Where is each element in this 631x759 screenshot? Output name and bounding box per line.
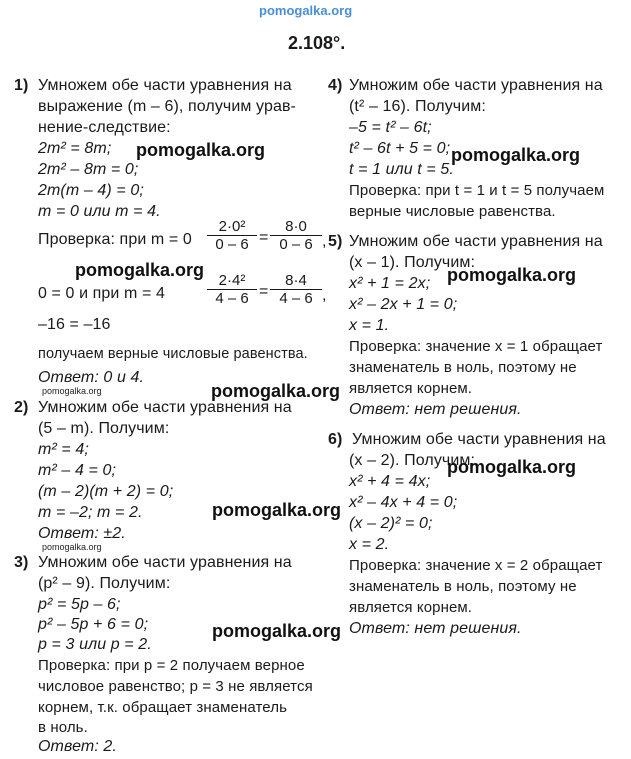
equation-line: x = 2.	[349, 536, 390, 553]
text-line: является корнем.	[349, 599, 473, 616]
text-line: корнем, т.к. обращает знаменатель	[38, 699, 288, 716]
item-number: 2)	[14, 399, 29, 416]
text-line: Умножим обе части уравнения на	[352, 431, 606, 448]
text-line: (x – 2). Получим:	[349, 452, 476, 469]
equation-line: x² + 4 = 4x;	[349, 473, 431, 490]
equation-line: x² – 4x + 4 = 0;	[349, 494, 458, 511]
text-line: является корнем.	[349, 380, 473, 397]
watermark: pomogalka.org	[447, 457, 577, 477]
text-line: Умножим обе части уравнения на	[349, 77, 603, 94]
text-line: (x – 1). Получим:	[349, 254, 476, 271]
answer: Ответ: 0 и 4.	[38, 369, 145, 386]
fraction: $\frac{\text{2·4²}}{4 - 6}$	[207, 272, 257, 307]
text-line: Умножем обе части уравнения на	[38, 77, 292, 94]
answer: Ответ: 2.	[38, 738, 117, 755]
problem-title: 2.108°.	[288, 33, 346, 53]
equation-line: (m – 2)(m + 2) = 0;	[38, 483, 174, 500]
item-number: 1)	[14, 77, 29, 94]
equation-line: –16 = –16	[38, 316, 111, 333]
text-line: Умножим обе части уравнения на	[349, 233, 603, 250]
text-line: (5 – m). Получим:	[38, 420, 170, 437]
watermark-small: pomogalka.org	[42, 542, 102, 552]
equation-line: t² – 6t + 5 = 0;	[349, 140, 451, 157]
equation-line: x² – 2x + 1 = 0;	[349, 296, 458, 313]
text-line: в ноль.	[38, 719, 88, 736]
answer: Ответ: нет решения.	[349, 620, 522, 637]
equation-line: p² = 5p – 6;	[38, 596, 121, 613]
watermark-top: pomogalka.org	[259, 3, 353, 18]
text-line: верные числовые равенства.	[349, 203, 556, 220]
equation-line: –5 = t² – 6t;	[349, 119, 432, 136]
item-number: 3)	[14, 554, 29, 571]
watermark: pomogalka.org	[212, 500, 342, 520]
watermark: pomogalka.org	[447, 265, 577, 285]
equation-line: p = 3 или p = 2.	[38, 636, 152, 653]
equation-line: m = 0 или m = 4.	[38, 203, 161, 220]
watermark: pomogalka.org	[75, 260, 205, 280]
watermark: pomogalka.org	[451, 145, 581, 165]
watermark: pomogalka.org	[136, 140, 266, 160]
equation-line: t = 1 или t = 5.	[349, 161, 454, 178]
equation-line: 2m(m – 4) = 0;	[38, 182, 144, 199]
item-number: 6)	[328, 431, 343, 448]
check-text: 0 = 0 и при m = 4	[38, 285, 165, 302]
equation-line: 2m² = 8m;	[38, 140, 112, 157]
text-line: (p² – 9). Получим:	[38, 575, 171, 592]
fraction: $\frac{8\cdot 0}{0 - 6}$	[270, 218, 322, 253]
text-line: выражение (m – 6), получим урав-	[38, 98, 296, 115]
equation-line: x² + 1 = 2x;	[349, 275, 431, 292]
text-line: Проверка: при p = 2 получаем верное	[38, 657, 305, 674]
watermark: pomogalka.org	[211, 381, 341, 401]
equation-line: (x – 2)² = 0;	[349, 515, 433, 532]
item-number: 4)	[328, 77, 343, 94]
check-text: Проверка: при m = 0	[38, 231, 192, 248]
equation-line: p² – 5p + 6 = 0;	[38, 616, 149, 633]
text-line: знаменатель в ноль, поэтому не	[349, 359, 577, 376]
comma: ,	[322, 233, 327, 250]
equation-line: 2m² – 8m = 0;	[38, 161, 139, 178]
equation-line: m² = 4;	[38, 441, 89, 458]
answer: Ответ: ±2.	[38, 525, 126, 542]
text-line: Проверка: при t = 1 и t = 5 получаем	[349, 182, 605, 199]
text-line: Проверка: значение x = 1 обращает	[349, 338, 603, 355]
watermark: pomogalka.org	[212, 621, 342, 641]
text-line: (t² – 16). Получим:	[349, 98, 486, 115]
watermark-small: pomogalka.org	[42, 386, 102, 396]
equals-sign: =	[259, 283, 269, 300]
fraction: $\frac{8\cdot 4}{4 - 6}$	[270, 272, 322, 307]
item-number: 5)	[328, 233, 343, 250]
fraction: $\frac{\text{2·0²}}{0 - 6}$	[207, 218, 257, 253]
text-line: Проверка: значение x = 2 обращает	[349, 557, 603, 574]
text-line: получаем верные числовые равенства.	[38, 346, 308, 362]
text-line: Умножим обе части уравнения на	[38, 399, 292, 416]
equation-line: m = –2; m = 2.	[38, 504, 143, 521]
equation-line: x = 1.	[349, 317, 390, 334]
text-line: числовое равенство; p = 3 не является	[38, 678, 313, 695]
answer: Ответ: нет решения.	[349, 401, 522, 418]
text-line: нение-следствие:	[38, 119, 171, 136]
text-line: Умножим обе части уравнения на	[38, 554, 292, 571]
text-line: знаменатель в ноль, поэтому не	[349, 578, 577, 595]
equation-line: m² – 4 = 0;	[38, 462, 117, 479]
comma: ,	[322, 287, 327, 304]
equals-sign: =	[259, 229, 269, 246]
